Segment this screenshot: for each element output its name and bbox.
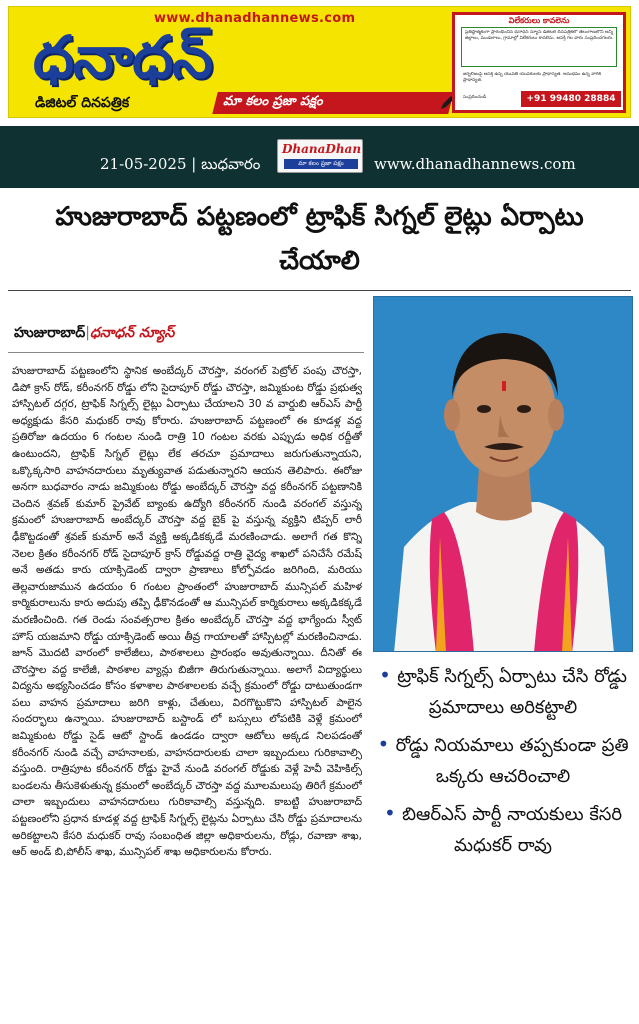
article-headline: హుజురాబాద్ పట్టణంలో ట్రాఫిక్ సిగ్నల్ లైట్లు ఏర్పాటు చేయాలి [55,202,584,276]
portrait-illustration [374,297,633,652]
key-points [375,660,631,1020]
key-point [375,660,631,723]
date-separator: | [191,155,202,173]
news-source: ధనాధన్ న్యూస్ [89,325,175,341]
ad-note-text: జర్నలిజంపై ఆసక్తి ఉన్న యువతీ యువకులకు ప్రాధాన్యత. అనుభవం ఉన్న వారికి ప్రాధాన్యత. [463,72,602,83]
small-logo-tagline: మా కలం ప్రజా పక్షం [284,159,358,169]
bullet-dot-icon: • [379,663,398,687]
ad-body-text: ప్రతిష్ఠాత్మకంగా ప్రారంభించిన ధనాధన్ న్యూస్ డిజిటల్ దినపత్రికలో తెలంగాణలోని అన్ని జిల్లాలు, మండలాలు, గ్రామాల్లో విలేకరులు కావలెను. ఆసక్తి గల వారు సంప్రదించగలరు. [465,30,614,41]
dateline-place: హుజురాబాద్ [14,325,86,341]
ad-contact-label: సంప్రదించండి [463,95,487,100]
reporters-wanted-ad[interactable] [452,12,626,113]
bullet-dot-icon: • [383,801,403,825]
edition-date [100,155,260,177]
ad-frame [461,27,617,67]
small-logo-text: DhanaDhan [282,142,362,156]
article-body: హుజురాబాద్ పట్టణంలోని స్థానిక అంబేద్కర్ చౌరస్తా, వరంగల్ పెట్రోల్ పంపు చౌరస్తా, డిపో క్రాస్ రోడ్, కరీంనగర్ రోడ్డు లోని సైదాపూర్ రోడ్డు చౌరస్తా, జమ్మికుంట రోడ్డు ప్రభుత్వ హాస్పిటల్ దగ్గర, ట్రాఫిక్ సిగ్నల్స్ లైట్లు ఏర్పాటు చేయాలని 30 వ వార్డుబి ఆర్ఎస్ పార్టీ అధ్యక్షుడు కేసరి మధుకర్ రావు కోరారు. హుజురాబాద్ పట్టణంలో ఈ కూడళ్ల వద్ద ప్రతిరోజు ఉదయం 6 గంటల నుండి రాత్రి 10 గంటల వరకు ఎప్పుడు అధిక రద్దీతో ఉంటుందని, ట్రాఫిక్ సిగ్నల్ లైట్లు లేక తరచూ ప్రమాదాలు జరుగుతున్నాయని, ఒక్కొక్కసారి వాహనదారులు మృత్యువాత పడుతున్నారని ఆయన తెలిపారు. ఈరోజు అనగా బుధవారం నాడు జమ్మికుంట రోడ్డు అంబేద్కర్ చౌరస్తా వద్ద కరీంనగర్ పట్టణానికి చెందిన శ్రవణ్ కుమార్ ప్రైవేట్ బ్యాంకు ఉద్యోగి కరీంనగర్ నుండి వరంగల్ వస్తున్న క్రమంలో హుజురాబాద్ అంబేద్కర్ చౌరస్తా వద్ద బైక్ పై వస్తున్న వ్యక్తిని టిప్పర్ లారీ ఢీకొట్టడంతో శ్రవణ్ కుమార్ అనే వ్యక్తి అక్కడికక్కడే మరణించాడు. అలాగే గత కొన్ని నెలల క్రితం కరీంనగర్ రోడ్ సైదాపూర్ క్రాస్ రోడ్డువద్ద రాత్రి వైద్య శాఖలో పనిచేసే రమేష్ అనే అతడు కారు యాక్సిడెంట్ ద్వారా ప్రాణాలు కోల్పోవడం జరిగింది, మరియు తెల్లవారుజామున ఉదయం 6 గంటల ప్రాంతంలో హుజురాబాద్ మున్సిపల్ మహిళ కార్మికురాలును కారు అదుపు తప్పి ఢీకొనడంతో ఆ మున్సిపల్ కార్మికురాలు అక్కడికక్కడే మరణించింది. గత రెండు సంవత్సరాల క్రితం అంబేద్కర్ చౌరస్తా వద్ద భాగ్యేందు స్వీట్ హౌస్ యజమాని రోడ్డు యాక్సిడెంట్ అయి తీవ్ర గాయాలతో హాస్పిటల్లో మరణించినాడు. జూన్ మొదటి వారంలో కాలేజీలు, పాఠశాలలు ప్రారంభం అవుతున్నాయి. దీనితో ఈ చౌరస్తాల వద్ద కాలేజీ, పాఠశాల వ్యాన్లు బిజీగా తిరుగుతున్నాయి. అలాగే విద్యార్థులు విద్యను అభ్యసించడం కోసం కళాశాల పాఠశాలలకు వచ్చే క్రమంలో రోడ్డు దాటుతుండగా పలు వాహన ప్రమాదాలు జరిగి కాళ్లు, చేతులు, విరగొట్టుకొని హాస్పిటల్ పాలైన సందర్భాలు ఉన్నాయి. హుజురాబాద్ బస్టాండ్ లో బస్సులు లోపటికి వెళ్లే క్రమంలో జమ్మికుంట రోడ్డు సైడ్ ఆటో స్టాండ్ ఉండడం ద్వారా ఆటోలు అక్కడ నిలపడంతో కరీంనగర్ నుండి వచ్చే వాహనాలకు, వాహనదారులకు చాలా ఇబ్బందులు గురికావాల్సి వస్తుంది. రాత్రిపూట కరీంనగర్ రోడ్డు హైవే నుండి వరంగల్ రోడ్డుకు వెళ్లే హెవీ వెహికిల్స్ బండలను తీసుకెళుతున్న క్రమంలో అంబేద్కర్ చౌరస్తా వద్ద మూలమలుపు తిరిగే క్రమంలో చాలా ఇబ్బందులు వాహనదారులు గురికావాల్సి వస్తున్నది. కాబట్టి హుజురాబాద్ పట్టణంలోని ప్రధాన కూడళ్ల వద్ద ట్రాఫిక్ సిగ్నల్స్ లైట్లను ఏర్పాటు చేసి రోడ్డు ప్రమాదాలను అరికట్టాలని కేసరి మధుకర్ రావు సంబంధిత జిల్లా అధికారులను, రోడ్లు, రవాణా శాఖ, ఆర్ అండ్ బి,పోలీస్ శాఖ, మున్సిపల్ శాఖ అధికారులను కోరారు. [12,365,362,859]
key-point [375,798,631,861]
newspaper-logo: ధనాధన్ [33,23,212,91]
key-point-text: బిఆర్ఎస్ పార్టీ నాయకులు కేసరి మధుకర్ రావు [402,804,623,856]
digital-edition-label: డిజిటల్ దినపత్రిక [35,95,130,111]
bullet-dot-icon: • [377,732,396,756]
slogan-text: మా కలం ప్రజా పక్షం [223,94,323,109]
weekday-value: బుధవారం [201,155,261,173]
bar-site-url[interactable]: www.dhanadhannews.com [374,155,576,173]
ad-phone-number[interactable]: +91 99480 28884 [521,91,621,107]
date-value: 21-05-2025 [100,155,187,173]
headline-divider [8,290,631,291]
key-point-text: ట్రాఫిక్ సిగ్నల్స్ ఏర్పాటు చేసి రోడ్డు ప్రమాదాలు అరికట్టాలి [397,666,627,718]
masthead-site-url[interactable]: www.dhanadhannews.com [154,11,356,26]
byline [14,325,334,344]
key-point-text: రోడ్డు నియమాలు తప్పకుండా ప్రతి ఒక్కరు ఆచరించాలి [395,735,629,787]
byline-divider [8,352,364,353]
person-photo [373,296,633,652]
ad-title: విలేకరులు కావలెను [508,16,570,25]
small-logo-badge[interactable] [277,139,363,173]
byline-separator: | [85,325,90,341]
key-point [375,729,631,792]
